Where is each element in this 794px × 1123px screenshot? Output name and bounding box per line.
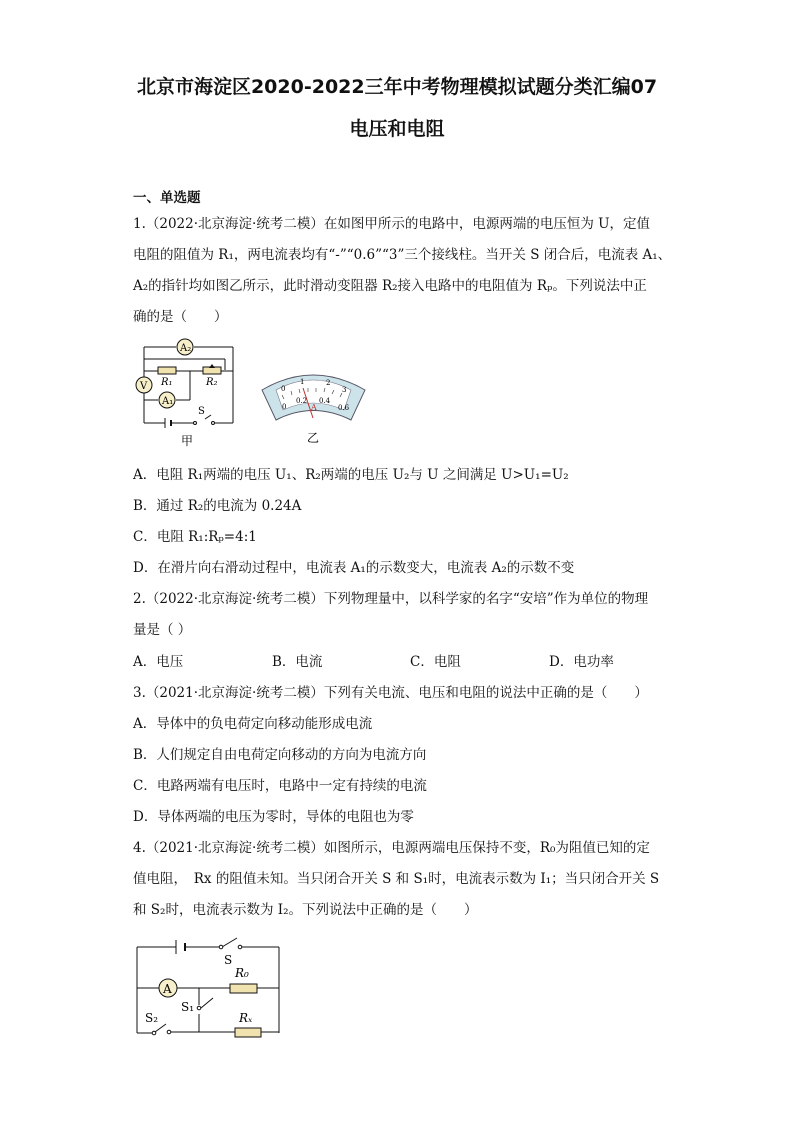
- q1-dial-bottom-1: 0.2: [296, 397, 308, 405]
- q3-line-1: 3.（2021·北京海淀·统考二模）下列有关电流、电压和电阻的说法中正确的是（ ）: [133, 685, 648, 701]
- q1-option-d[interactable]: D．在滑片向右滑动过程中，电流表 A₁的示数变大，电流表 A₂的示数不变: [133, 560, 575, 576]
- q2-line-1: 2.（2022·北京海淀·统考二模）下列物理量中，以科学家的名字“安培”作为单位的物理: [133, 591, 649, 607]
- q4-line-1: 4.（2021·北京海淀·统考二模）如图所示，电源两端电压保持不变，R₀为阻值已知的定: [133, 840, 650, 856]
- section-heading: 一、单选题: [133, 190, 201, 206]
- q4-line-2: 值电阻， Rx 的阻值未知。当只闭合开关 S 和 S₁时，电流表示数为 I₁；当只闭合开关 S: [133, 871, 660, 887]
- q4-s1-label: S₁: [181, 1000, 195, 1014]
- q1-dial-bottom-3: 0.6: [338, 404, 350, 412]
- q2-line-2: 量是（ ）: [133, 622, 192, 638]
- q1-line-4: 确的是（ ）: [133, 309, 228, 325]
- q1-option-b[interactable]: B．通过 R₂的电流为 0.24A: [133, 498, 302, 514]
- q1-dial-top-0: 0: [281, 385, 286, 393]
- q1-circuit-figure: [133, 335, 243, 450]
- title-line-1: 北京市海淀区2020-2022三年中考物理模拟试题分类汇编07: [136, 76, 658, 98]
- q1-option-a[interactable]: A．电阻 R₁两端的电压 U₁、R₂两端的电压 U₂与 U 之间满足 U>U₁=U₂: [133, 467, 569, 483]
- q2-option-c[interactable]: C．电阻: [410, 654, 461, 670]
- q1-dial-top-2: 2: [326, 379, 331, 387]
- q1-dial-bottom-2: 0.4: [319, 397, 331, 405]
- q1-figure-a-caption: 甲: [181, 434, 194, 448]
- q1-figure-b-caption: 乙: [307, 431, 320, 445]
- q3-option-d[interactable]: D．导体两端的电压为零时，导体的电阻也为零: [133, 809, 414, 825]
- q3-option-a[interactable]: A．导体中的负电荷定向移动能形成电流: [133, 716, 373, 732]
- q3-option-b[interactable]: B．人们规定自由电荷定向移动的方向为电流方向: [133, 747, 427, 763]
- q1-dial-unit: A: [311, 403, 317, 412]
- q1-voltmeter-label: V: [140, 381, 148, 392]
- q4-ammeter-label: A: [163, 982, 172, 996]
- q1-ammeter-dial-figure: [256, 368, 371, 448]
- q1-line-1: 1.（2022·北京海淀·统考二模）在如图甲所示的电路中，电源两端的电压恒为 U，定值: [133, 216, 650, 232]
- q1-dial-top-1: 1: [300, 378, 305, 386]
- q1-dial-top-3: 3: [342, 386, 347, 394]
- q1-line-3: A₂的指针均如图乙所示，此时滑动变阻器 R₂接入电路中的电阻值为 Rₚ。下列说法中正: [133, 278, 647, 294]
- q4-s2-label: S₂: [145, 1011, 159, 1025]
- q1-ammeter-a1-label: A₁: [162, 396, 174, 407]
- q1-switch-label: S: [198, 406, 205, 417]
- q4-circuit-figure: [133, 928, 293, 1043]
- q2-option-d[interactable]: D．电功率: [549, 654, 614, 670]
- q4-line-3: 和 S₂时，电流表示数为 I₂。下列说法中正确的是（ ）: [133, 902, 478, 918]
- q2-option-b[interactable]: B．电流: [272, 654, 323, 670]
- title-line-2: 电压和电阻: [349, 118, 445, 140]
- q1-option-c[interactable]: C．电阻 R₁:Rₚ=4:1: [133, 529, 257, 545]
- q4-r0-label: R₀: [235, 966, 249, 980]
- q4-rx-label: Rₓ: [239, 1011, 253, 1025]
- q1-ammeter-a2-label: A₂: [180, 343, 192, 354]
- q1-line-2: 电阻的阻值为 R₁，两电流表均有“-”“0.6”“3”三个接线柱。当开关 S 闭合后，电流表 A₁、: [133, 247, 672, 263]
- q1-r1-label: R₁: [161, 377, 173, 388]
- q1-dial-bottom-0: 0: [282, 403, 287, 411]
- q1-r2-label: R₂: [206, 377, 218, 388]
- q3-option-c[interactable]: C．电路两端有电压时，电路中一定有持续的电流: [133, 778, 427, 794]
- q2-option-a[interactable]: A．电压: [133, 654, 184, 670]
- q4-switch-s-label: S: [224, 953, 233, 967]
